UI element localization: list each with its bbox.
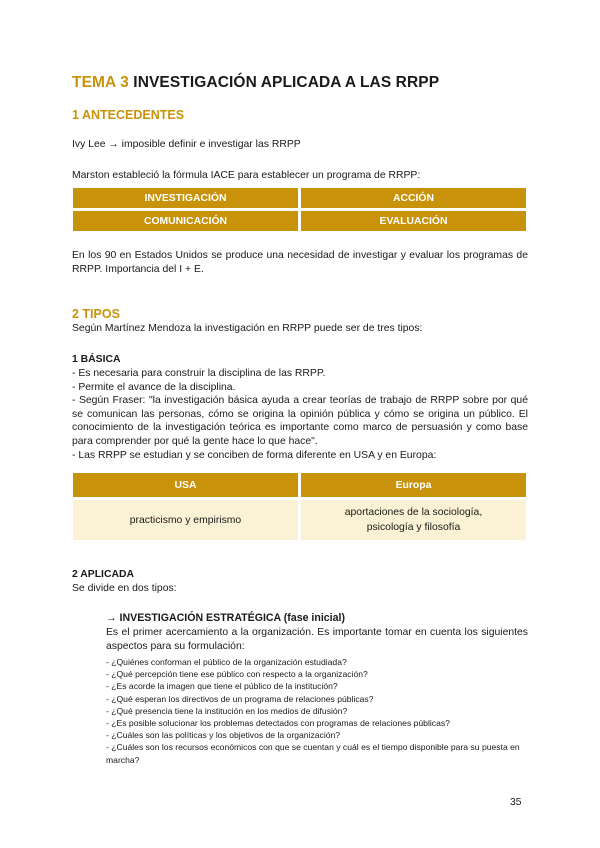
table-row [73, 211, 526, 231]
page-number: 35 [510, 797, 522, 808]
estrategica-heading: → INVESTIGACIÓN ESTRATÉGICA (fase inicial) [106, 612, 345, 624]
table-row [73, 500, 526, 540]
marston-line: Marston estableció la fórmula IACE para establecer un programa de RRPP: [72, 170, 421, 181]
list-item: - ¿Qué percepción tiene ese público con respecto a la organización? [106, 669, 368, 680]
question-list [106, 656, 532, 766]
iace-cell-comunicacion: COMUNICACIÓN [73, 211, 298, 231]
cell-europa: aportaciones de la sociología, psicología y filosofía [301, 500, 526, 540]
usa-europa-table [70, 470, 529, 543]
list-item: - Es necesaria para construir la disciplina de las RRPP. [72, 368, 326, 379]
section2-intro: Según Martínez Mendoza la investigación en RRPP puede ser de tres tipos: [72, 323, 423, 334]
list-item: - ¿Qué esperan los directivos de un programa de relaciones públicas? [106, 693, 374, 704]
title-number: TEMA 3 [72, 74, 129, 91]
aplicada-heading: 2 APLICADA [72, 569, 134, 580]
section1-paragraph: En los 90 en Estados Unidos se produce una necesidad de investigar y evaluar los programas de RRPP. Importancia del I + E. [72, 250, 528, 275]
column-header-europa: Europa [301, 473, 526, 497]
list-item: - ¿Es posible solucionar los problemas detectados con programas de relaciones públicas? [106, 718, 450, 729]
list-item: - ¿Cuáles son las políticas y los objetivos de la organización? [106, 730, 341, 741]
section2-heading: 2 TIPOS [72, 307, 120, 321]
section1-heading: 1 ANTECEDENTES [72, 108, 185, 122]
list-item: - Según Fraser: "la investigación básica ayuda a crear teorías de trabajo de RRPP sobre por qué se comunican las personas, cómo se origina la opinión pública y cómo se origina un público. El conocimiento de la investigación teórica es importante como marco de persuasión y como base para comprender por qué la gente hace lo que hace". [72, 395, 528, 447]
list-item: - ¿Es acorde la imagen que tiene el público de la institución? [106, 681, 338, 692]
basica-list [72, 367, 528, 462]
list-item: - ¿Qué presencia tiene la institución en los medios de difusión? [106, 705, 348, 716]
cell-usa: practicismo y empirismo [73, 500, 298, 540]
iace-cell-evaluacion: EVALUACIÓN [301, 211, 526, 231]
estrategica-paragraph: Es el primer acercamiento a la organización. Es importante tomar en cuenta los siguientes aspectos para su formulación: [106, 627, 528, 652]
ivy-lee-line: Ivy Lee → imposible definir e investigar las RRPP [72, 139, 301, 150]
iace-cell-accion: ACCIÓN [301, 188, 526, 208]
list-item: - Las RRPP se estudian y se conciben de forma diferente en USA y en Europa: [72, 449, 437, 461]
table-row [73, 473, 526, 497]
iace-cell-investigacion: INVESTIGACIÓN [73, 188, 298, 208]
iace-table [70, 185, 529, 234]
column-header-usa: USA [73, 473, 298, 497]
list-item: - ¿Cuáles son los recursos económicos con que se cuentan y cuál es el tiempo disponible para su puesta en marcha? [106, 742, 520, 765]
title-text: INVESTIGACIÓN APLICADA A LAS RRPP [133, 74, 440, 91]
basica-heading: 1 BÁSICA [72, 354, 121, 365]
page-title [72, 74, 439, 92]
table-row [73, 188, 526, 208]
list-item: - ¿Quiénes conforman el público de la organización estudiada? [106, 657, 347, 667]
aplicada-intro: Se divide en dos tipos: [72, 583, 177, 594]
list-item: - Permite el avance de la disciplina. [72, 381, 236, 393]
